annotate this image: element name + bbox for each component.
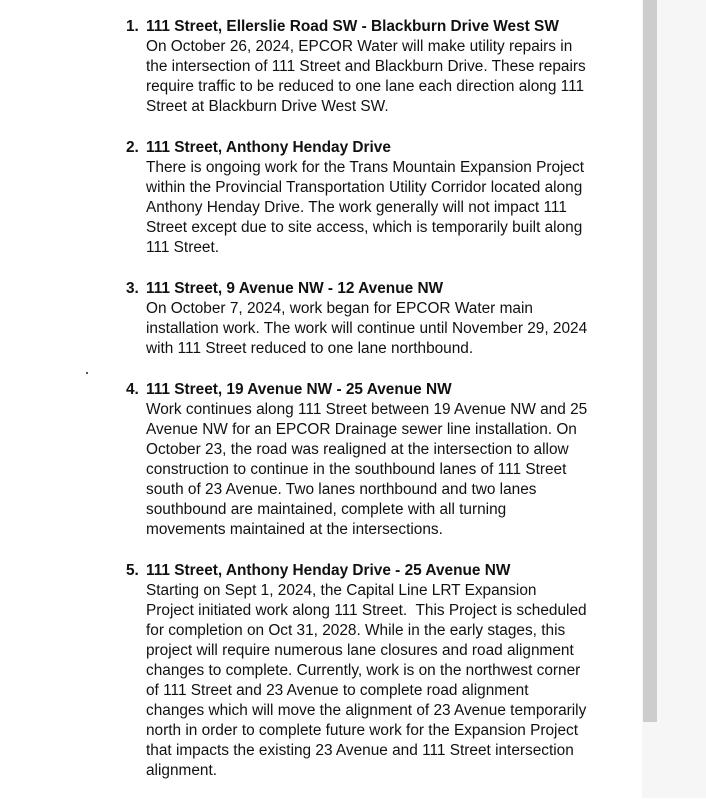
item-body-line: construction to continue in the southbound lanes of 111 Street bbox=[146, 461, 567, 478]
item-body-line: the intersection of 111 Street and Blackburn Drive. These repairs bbox=[146, 58, 586, 75]
item-number: 1. bbox=[126, 18, 139, 35]
item-body-line: north in order to complete future work for the Expansion Project bbox=[146, 722, 579, 739]
item-body-line: Anthony Henday Drive. The work generally will not impact 111 bbox=[146, 199, 567, 216]
item-body bbox=[146, 158, 626, 258]
item-body-line: Starting on Sept 1, 2024, the Capital Line LRT Expansion bbox=[146, 582, 537, 599]
item-number: 3. bbox=[126, 280, 139, 297]
item-body-line: Project initiated work along 111 Street. This Project is scheduled bbox=[146, 602, 587, 619]
item-body-line: There is ongoing work for the Trans Mountain Expansion Project bbox=[146, 159, 585, 176]
item-body-line: southbound are maintained, complete with all turning bbox=[146, 501, 507, 518]
item-body-line: On October 26, 2024, EPCOR Water will make utility repairs in bbox=[146, 38, 573, 55]
item-body-line: require traffic to be reduced to one lane each direction along 111 bbox=[146, 78, 585, 95]
item-body-line: within the Provincial Transportation Utility Corridor located along bbox=[146, 179, 583, 196]
item-body-line: Avenue NW for an EPCOR Drainage sewer line installation. On bbox=[146, 421, 577, 438]
item-body-line: with 111 Street reduced to one lane northbound. bbox=[146, 340, 474, 357]
item-body-line: that impacts the existing 23 Avenue and 111 Street intersection bbox=[146, 742, 574, 759]
item-body-line: On October 7, 2024, work began for EPCOR Water main bbox=[146, 300, 533, 317]
list-item bbox=[0, 138, 642, 258]
item-heading: 111 Street, Anthony Henday Drive bbox=[146, 139, 391, 156]
item-body bbox=[146, 37, 626, 117]
list-item bbox=[0, 17, 642, 117]
item-number: 2. bbox=[126, 139, 139, 156]
item-body-line: for completion on Oct 31, 2028. While in the early stages, this bbox=[146, 622, 566, 639]
item-number: 4. bbox=[126, 381, 139, 398]
item-body-line: Street at Blackburn Drive West SW. bbox=[146, 98, 389, 115]
item-body-line: south of 23 Avenue. Two lanes northbound and two lanes bbox=[146, 481, 537, 498]
item-body-line: movements maintained at the intersections. bbox=[146, 521, 443, 538]
stray-mark bbox=[86, 372, 88, 374]
scrollbar-thumb[interactable] bbox=[643, 0, 657, 722]
road-work-list bbox=[0, 17, 642, 802]
item-body-line: Work continues along 111 Street between 19 Avenue NW and 25 bbox=[146, 401, 588, 418]
item-body-line: changes to complete. Currently, work is on the northwest corner bbox=[146, 662, 581, 679]
item-body-line: installation work. The work will continue until November 29, 2024 bbox=[146, 320, 588, 337]
item-body-line: Street except due to site access, which is temporarily built along bbox=[146, 219, 583, 236]
list-item bbox=[0, 279, 642, 359]
item-body-line: October 23, the road was realigned at the intersection to allow bbox=[146, 441, 569, 458]
item-body bbox=[146, 581, 626, 781]
item-heading: 111 Street, Anthony Henday Drive - 25 Avenue NW bbox=[146, 562, 511, 579]
item-body-line: alignment. bbox=[146, 762, 218, 779]
item-number: 5. bbox=[126, 562, 139, 579]
item-heading: 111 Street, 9 Avenue NW - 12 Avenue NW bbox=[146, 280, 444, 297]
item-body-line: changes which will move the alignment of 23 Avenue temporarily bbox=[146, 702, 587, 719]
item-body bbox=[146, 299, 626, 359]
item-heading: 111 Street, Ellerslie Road SW - Blackburn Drive West SW bbox=[146, 18, 559, 35]
list-item bbox=[0, 380, 642, 540]
item-body-line: project will require numerous lane closures and road alignment bbox=[146, 642, 574, 659]
item-body-line: 111 Street. bbox=[146, 239, 220, 256]
item-body-line: of 111 Street and 23 Avenue to complete road alignment bbox=[146, 682, 529, 699]
item-body bbox=[146, 400, 626, 540]
item-heading: 111 Street, 19 Avenue NW - 25 Avenue NW bbox=[146, 381, 452, 398]
list-item bbox=[0, 561, 642, 781]
